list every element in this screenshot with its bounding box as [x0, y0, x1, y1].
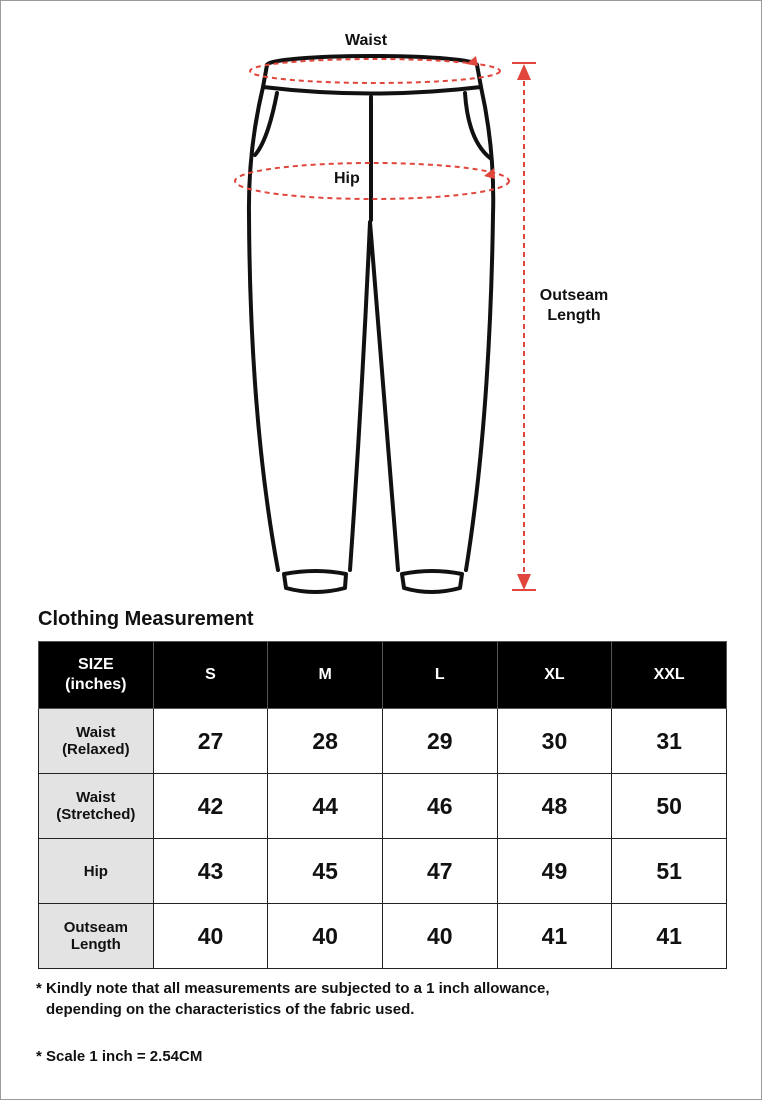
measurement-cell: 40: [268, 904, 383, 969]
size-column-header: S: [153, 642, 268, 709]
measurement-cell: 42: [153, 774, 268, 839]
measurement-cell: 44: [268, 774, 383, 839]
size-column-header: M: [268, 642, 383, 709]
size-chart-table: [38, 641, 727, 969]
allowance-note-line2: depending on the characteristics of the fabric used.: [46, 1001, 415, 1018]
waist-label: Waist: [345, 32, 388, 49]
allowance-note-line1: * Kindly note that all measurements are subjected to a 1 inch allowance,: [36, 980, 550, 997]
measurement-cell: 28: [268, 709, 383, 774]
measurement-cell: 31: [612, 709, 727, 774]
outseam-label-line2: Length: [547, 307, 601, 324]
measurement-cell: 47: [382, 839, 497, 904]
row-label-line2: (Stretched): [56, 806, 136, 823]
size-column-header: XXL: [612, 642, 727, 709]
size-header-cell: [39, 642, 154, 709]
measurement-cell: 41: [497, 904, 612, 969]
outseam-label: [534, 286, 614, 326]
row-label-line1: Outseam: [63, 919, 128, 936]
measurement-cell: 49: [497, 839, 612, 904]
table-row: [39, 904, 727, 969]
measurement-cell: 29: [382, 709, 497, 774]
table-header-row: [39, 642, 727, 709]
size-header-line1: SIZE: [78, 656, 114, 673]
outseam-label-line1: Outseam: [539, 287, 609, 304]
section-title: Clothing Measurement: [38, 608, 254, 630]
row-label-line2: Length: [70, 936, 121, 953]
row-label: [39, 709, 154, 774]
size-header-line2: (inches): [65, 676, 127, 693]
hip-label: Hip: [334, 170, 360, 187]
measurement-cell: 51: [612, 839, 727, 904]
table-row: [39, 839, 727, 904]
measurement-cell: 46: [382, 774, 497, 839]
measurement-cell: 45: [268, 839, 383, 904]
row-label-line1: Waist: [76, 724, 116, 741]
measurement-cell: 40: [153, 904, 268, 969]
measurement-cell: 43: [153, 839, 268, 904]
row-label-line1: Hip: [83, 862, 108, 880]
row-label-line1: Waist: [76, 789, 116, 806]
allowance-note: [36, 978, 550, 1020]
row-label-line2: (Relaxed): [62, 741, 130, 758]
measurement-cell: 41: [612, 904, 727, 969]
measurement-cell: 50: [612, 774, 727, 839]
size-column-header: L: [382, 642, 497, 709]
measurement-cell: 30: [497, 709, 612, 774]
row-label: [39, 904, 154, 969]
measurement-cell: 48: [497, 774, 612, 839]
scale-note: * Scale 1 inch = 2.54CM: [36, 1048, 203, 1065]
measurement-cell: 40: [382, 904, 497, 969]
row-label: [39, 839, 154, 904]
measurement-cell: 27: [153, 709, 268, 774]
size-column-header: XL: [497, 642, 612, 709]
row-label: [39, 774, 154, 839]
table-row: [39, 774, 727, 839]
table-row: [39, 709, 727, 774]
